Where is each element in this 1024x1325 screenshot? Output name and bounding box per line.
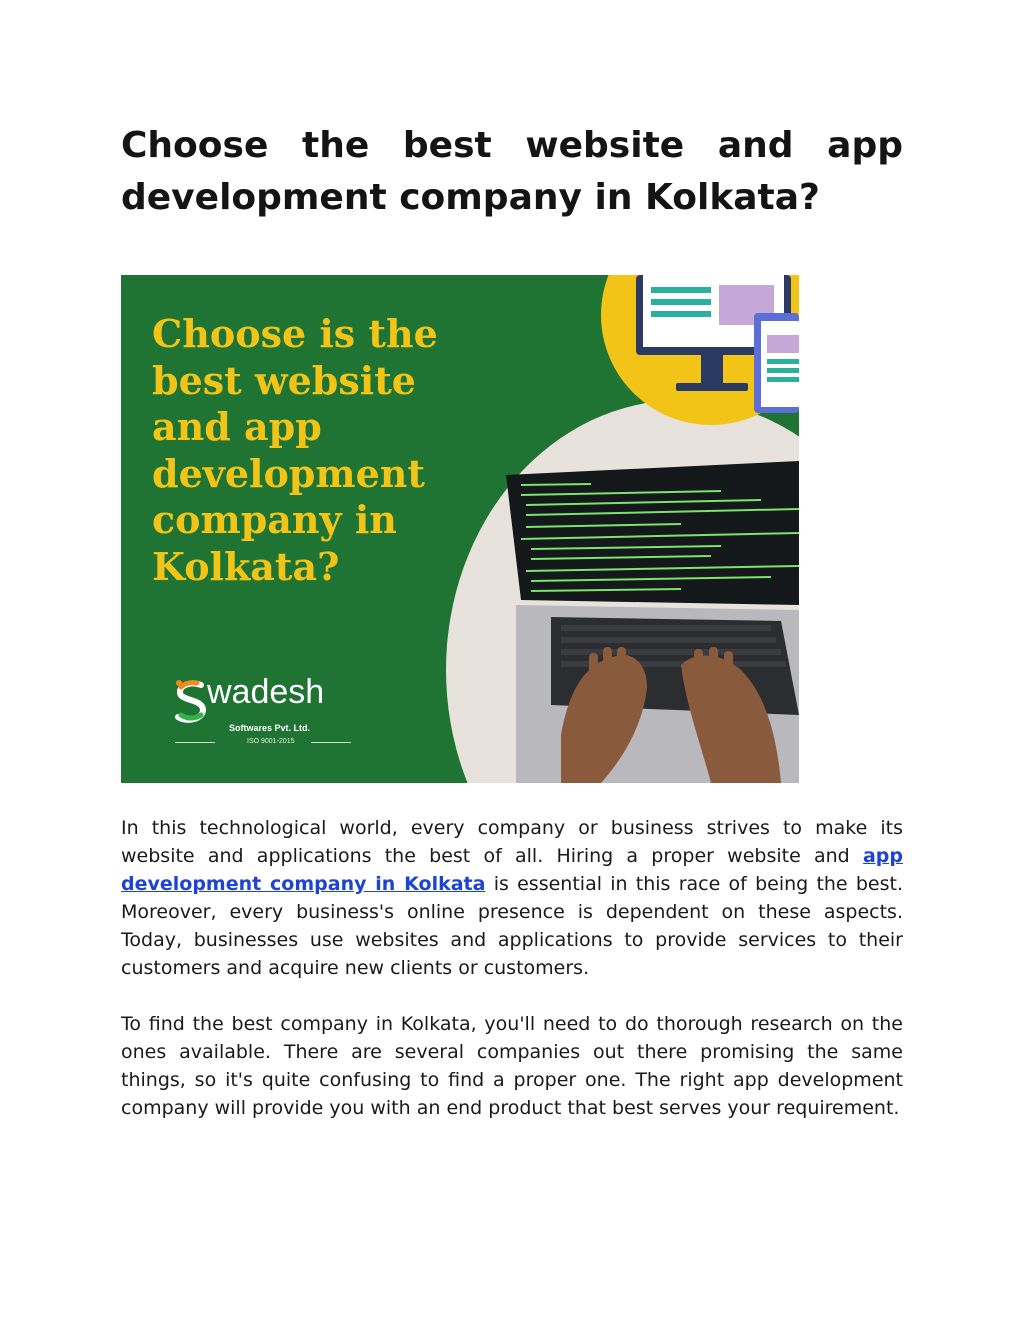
logo-divider [311,742,351,743]
logo-s-icon [173,679,209,723]
app-development-link[interactable]: app development company in Kolkata [121,845,903,895]
paragraph-intro-text: In this technological world, every company or business strives to make its website and applications the best of all. Hiring a proper website and [121,817,903,867]
logo-divider [175,742,215,743]
logo-wordmark: wadesh [207,673,325,711]
logo-subtitle: Softwares Pvt. Ltd. [229,723,311,733]
logo-certification: ISO 9001-2015 [247,738,295,745]
paragraph-intro [121,814,903,982]
page-title: Choose the best website and app development company in Kolkata? [121,125,903,218]
tablet-icon [754,313,799,413]
banner-image [121,275,799,783]
paragraph-intro-text-cont: is essential in this race of being the best. Moreover, every business's online presence is dependent on these aspects. Today, businesses use websites and applications to provide services to their customers and acquire new clients or customers. [121,873,903,979]
banner-headline: Choose is the best website and app development company in Kolkata? [152,311,438,589]
paragraph-research: To find the best company in Kolkata, you'll need to do thorough research on the ones available. There are several companies out there promising the same things, so it's quite confusing to find a proper one. The right app development company will provide you with an end product that best serves your requirement. [121,1013,903,1119]
